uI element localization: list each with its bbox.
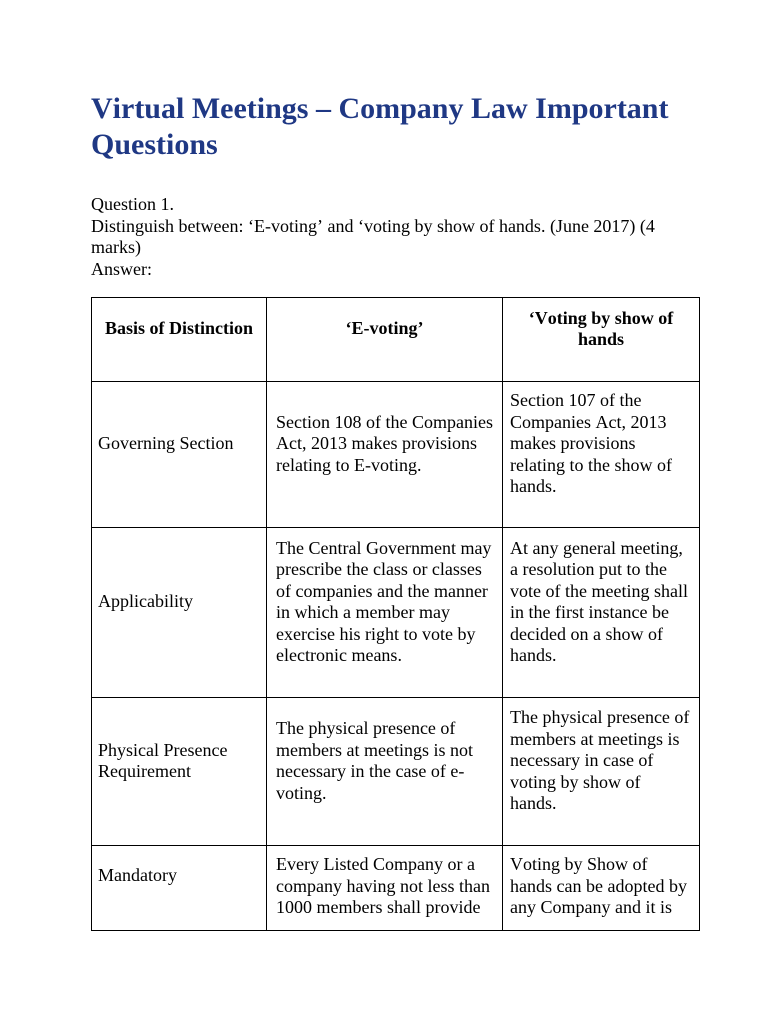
- cell-line: Act, 2013 makes provisions: [276, 433, 477, 454]
- cell-line: Section 108 of the Companies: [276, 411, 493, 432]
- question-number: Question 1.: [91, 194, 174, 214]
- row-label-cell: [92, 846, 267, 930]
- cell-line: Voting by Show of: [510, 854, 648, 874]
- cell-line: a resolution put to the: [510, 559, 667, 579]
- row-label-cell: [92, 528, 267, 697]
- table-row: [92, 382, 699, 528]
- cell-line: voting by show of: [510, 771, 641, 792]
- comparison-table: [91, 297, 700, 931]
- e-voting-cell: [267, 698, 503, 845]
- header-line: ‘Voting by show of: [528, 307, 674, 328]
- table-row: [92, 846, 699, 930]
- table-row: [92, 698, 699, 846]
- cell-line: necessary in the case of e-: [276, 761, 465, 781]
- cell-line: Physical Presence: [98, 739, 228, 760]
- header-line: Basis of Distinction: [104, 318, 254, 339]
- header-line: ‘E-voting’: [345, 318, 424, 339]
- header-line: hands: [577, 329, 625, 349]
- cell-line: The Central Government may: [276, 537, 492, 558]
- cell-line: in which a member may: [276, 602, 450, 622]
- cell-line: of companies and the manner: [276, 580, 488, 601]
- e-voting-cell: [267, 528, 503, 697]
- cell-line: hands.: [510, 793, 557, 814]
- cell-line: hands.: [510, 476, 557, 497]
- cell-line: hands.: [510, 645, 557, 665]
- cell-line: vote of the meeting shall: [510, 580, 688, 601]
- cell-line: Section 107 of the: [510, 390, 642, 411]
- answer-label: Answer:: [91, 258, 152, 279]
- cell-line: Requirement: [98, 761, 191, 781]
- cell-line: decided on a show of: [510, 623, 663, 644]
- cell-line: makes provisions: [510, 433, 636, 454]
- cell-line: in the first instance be: [510, 602, 669, 622]
- e-voting-cell: [267, 846, 503, 930]
- question-text: Distinguish between: ‘E-voting’ and ‘voting by show of hands. (June 2017) (4 marks): [91, 215, 655, 257]
- cell-line: members at meetings is not: [276, 739, 473, 760]
- cell-line: Applicability: [98, 591, 193, 612]
- cell-line: The physical presence of: [276, 718, 456, 738]
- cell-line: The physical presence of: [510, 707, 690, 728]
- cell-line: prescribe the class or classes: [276, 559, 482, 579]
- header-cell-e-voting: [267, 298, 503, 381]
- cell-line: company having not less than: [276, 875, 490, 896]
- cell-line: voting.: [276, 782, 327, 803]
- question-block: [91, 194, 699, 280]
- header-cell-basis: [92, 298, 267, 381]
- e-voting-cell: [267, 382, 503, 527]
- show-of-hands-cell: [503, 846, 699, 930]
- cell-line: exercise his right to vote by: [276, 623, 476, 644]
- cell-line: 1000 members shall provide: [276, 897, 481, 917]
- table-row: [92, 528, 699, 698]
- show-of-hands-cell: [503, 382, 699, 527]
- page-title: Virtual Meetings – Company Law Important Questions: [91, 92, 669, 161]
- header-cell-show-of-hands: [503, 298, 699, 381]
- cell-line: Governing Section: [98, 433, 234, 454]
- cell-line: relating to E-voting.: [276, 454, 422, 475]
- cell-line: Mandatory: [98, 865, 177, 885]
- show-of-hands-cell: [503, 528, 699, 697]
- cell-line: any Company and it is: [510, 897, 672, 917]
- cell-line: Companies Act, 2013: [510, 411, 667, 432]
- show-of-hands-cell: [503, 698, 699, 845]
- cell-line: Every Listed Company or a: [276, 854, 475, 874]
- cell-line: members at meetings is: [510, 728, 680, 749]
- cell-line: hands can be adopted by: [510, 875, 687, 896]
- row-label-cell: [92, 382, 267, 527]
- cell-line: relating to the show of: [510, 454, 672, 475]
- cell-line: necessary in case of: [510, 750, 654, 771]
- table-header-row: [92, 298, 699, 382]
- cell-line: At any general meeting,: [510, 537, 683, 558]
- cell-line: electronic means.: [276, 645, 402, 665]
- row-label-cell: [92, 698, 267, 845]
